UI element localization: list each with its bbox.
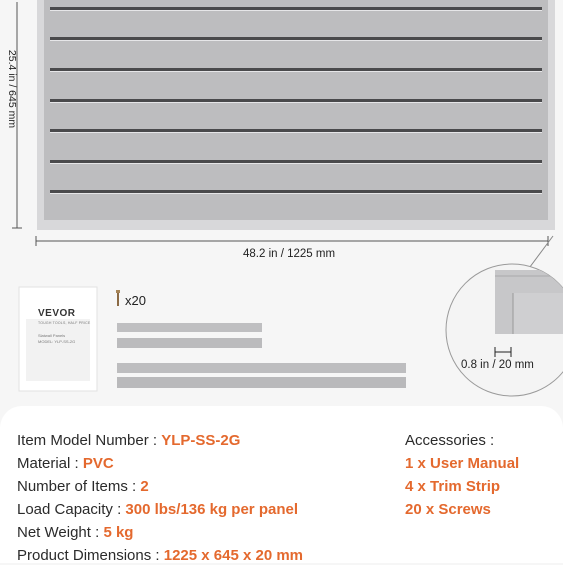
spec-value: YLP-SS-2G xyxy=(161,432,241,449)
slot-highlight xyxy=(50,10,542,11)
panel-slot xyxy=(50,160,542,163)
panel-slot xyxy=(50,7,542,10)
spec-row-load-capacity xyxy=(17,501,298,519)
slot-highlight xyxy=(50,132,542,133)
spec-label: Load Capacity : xyxy=(17,501,126,518)
spec-row-net-weight xyxy=(17,524,133,542)
manual-tagline: TOUGH TOOLS, HALF PRICE xyxy=(38,321,91,325)
specifications-card xyxy=(0,406,563,563)
trim-strip xyxy=(117,377,406,388)
spec-value: 5 kg xyxy=(103,524,134,541)
panel-slot xyxy=(50,190,542,193)
spec-label: Product Dimensions : xyxy=(17,547,164,564)
panel-slot xyxy=(50,68,542,71)
width-label: 48.2 in / 1225 mm xyxy=(243,248,336,260)
spec-row-dimensions xyxy=(17,547,303,565)
accessory-item: 4 x Trim Strip xyxy=(405,478,501,495)
panel-slot xyxy=(50,37,542,40)
screw-count-label: x20 xyxy=(125,293,146,308)
spec-row-model xyxy=(17,432,240,450)
accessory-item: 20 x Screws xyxy=(405,501,491,518)
width-dimension-line xyxy=(36,236,548,246)
spec-value: 2 xyxy=(140,478,149,495)
slot-highlight xyxy=(50,193,542,194)
spec-value: 300 lbs/136 kg per panel xyxy=(125,501,298,518)
accessory-item: 1 x User Manual xyxy=(405,455,520,472)
spec-row-item-count xyxy=(17,478,149,496)
thickness-label: 0.8 in / 20 mm xyxy=(461,359,534,371)
panel-slot xyxy=(50,99,542,102)
manual-title-line: Slatwall Panels xyxy=(38,333,66,338)
slot-highlight xyxy=(50,163,542,164)
trim-strips xyxy=(117,323,406,388)
slot-highlight xyxy=(50,102,542,103)
trim-strip xyxy=(117,323,262,332)
thickness-detail-zoom xyxy=(446,264,563,396)
panel-face xyxy=(44,0,548,220)
height-label: 25.4 in / 645 mm xyxy=(6,49,18,129)
spec-label: Material : xyxy=(17,455,83,472)
spec-row-material xyxy=(17,455,114,473)
slatwall-panel xyxy=(37,0,555,230)
manual-brand-logo: VEVOR xyxy=(38,308,76,319)
slot-highlight xyxy=(50,40,542,41)
trim-strip xyxy=(117,363,406,373)
screw-icon xyxy=(116,290,120,306)
spec-label: Number of Items : xyxy=(17,478,141,495)
spec-label: Item Model Number : xyxy=(17,432,162,449)
slot-highlight xyxy=(50,71,542,72)
manual-model-line: MODEL: YLP-SS-2G xyxy=(38,339,76,344)
trim-strip xyxy=(117,338,262,348)
accessories-heading: Accessories : xyxy=(405,432,495,449)
spec-label: Net Weight : xyxy=(17,524,104,541)
panel-slot xyxy=(50,129,542,132)
spec-value: 1225 x 645 x 20 mm xyxy=(163,547,304,564)
spec-value: PVC xyxy=(82,455,114,472)
